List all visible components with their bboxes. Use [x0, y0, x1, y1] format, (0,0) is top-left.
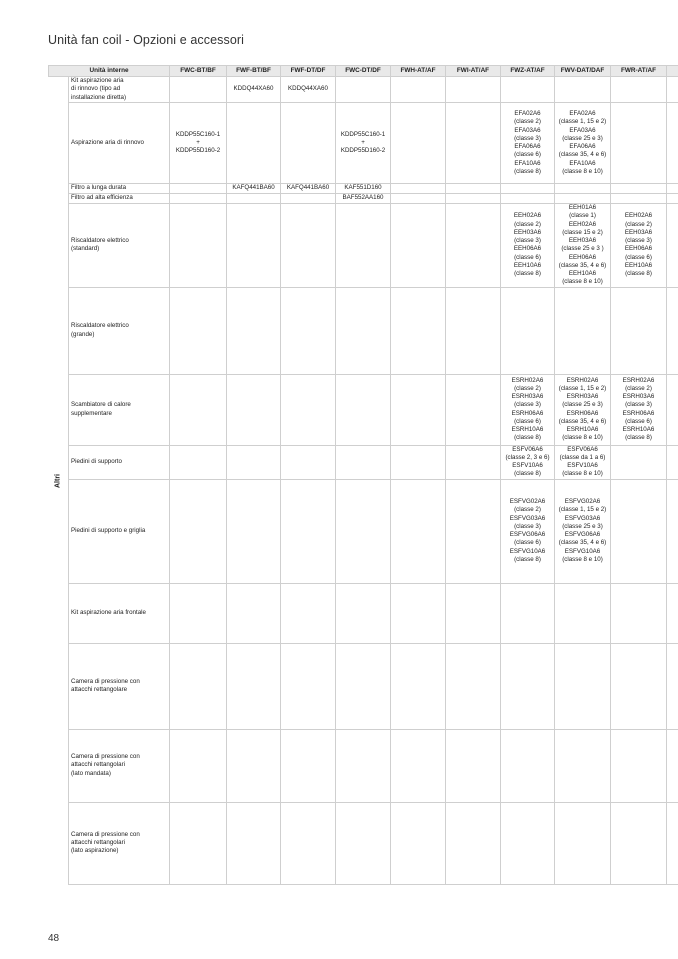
column-header: FWV-DAT/DAF [555, 66, 611, 77]
table-cell [281, 479, 336, 583]
table-cell [611, 287, 667, 374]
table-cell [555, 729, 611, 802]
table-cell [170, 194, 227, 204]
column-header: FWF-DT/DF [281, 66, 336, 77]
table-cell [281, 204, 336, 288]
table-cell [336, 729, 391, 802]
table-cell [227, 479, 281, 583]
table-cell [555, 194, 611, 204]
table-cell [227, 643, 281, 729]
table-cell [170, 77, 227, 103]
table-cell [391, 729, 446, 802]
table-cell [446, 184, 501, 194]
table-cell [446, 583, 501, 643]
table-cell: EEH01A6 (classe 1) EEH02A6 (classe 15 e 2) EEH03A6 (classe 25 e 3 ) EEH06A6 (classe 35, 4 e 6) EEH10A6 (classe 8 e 10) [555, 204, 611, 288]
table-cell-empty [667, 374, 678, 445]
table-cell [555, 643, 611, 729]
row-label-text: Camera di pressione con attacchi rettangolari (lato mandata) [71, 753, 140, 777]
table-cell [281, 287, 336, 374]
corner-header: Unità interne [49, 66, 170, 77]
table-cell [227, 194, 281, 204]
row-label-text: Riscaldatore elettrico (grande) [71, 322, 129, 338]
row-label-text: Riscaldatore elettrico (standard) [71, 237, 129, 253]
row-label [69, 194, 170, 204]
table-cell-empty [667, 445, 678, 479]
table-row [49, 729, 678, 802]
table-cell [501, 643, 555, 729]
table-cell [170, 184, 227, 194]
table-cell [170, 287, 227, 374]
row-label [69, 802, 170, 884]
table-cell-empty [667, 287, 678, 374]
table-cell [227, 583, 281, 643]
table-cell [611, 643, 667, 729]
row-label-text: Kit aspirazione aria frontale [71, 608, 146, 616]
table-cell: ESFVG02A6 (classe 1, 15 e 2) ESFVG03A6 (classe 25 e 3) ESFVG06A6 (classe 35, 4 e 6) ESFVG10A6 (classe 8 e 10) [555, 479, 611, 583]
table-cell [391, 204, 446, 288]
table-row [49, 103, 678, 184]
table-row [49, 194, 678, 204]
table-cell [336, 374, 391, 445]
table-cell [281, 729, 336, 802]
table-cell [611, 445, 667, 479]
row-label [69, 204, 170, 288]
table-cell [336, 287, 391, 374]
table-cell: EFA02A6 (classe 2) EFA03A6 (classe 3) EFA06A6 (classe 6) EFA10A6 (classe 8) [501, 103, 555, 184]
column-header: FWF-BT/BF [227, 66, 281, 77]
table-cell [336, 583, 391, 643]
table-cell [501, 583, 555, 643]
row-label [69, 287, 170, 374]
table-cell [227, 729, 281, 802]
table-cell: BAF552AA160 [336, 194, 391, 204]
table-cell-empty [667, 194, 678, 204]
table-cell: ESFV06A6 (classe da 1 a 6) ESFV10A6 (classe 8 e 10) [555, 445, 611, 479]
table-cell-empty [667, 204, 678, 288]
row-label-text: Aspirazione aria di rinnovo [71, 138, 144, 146]
table-cell [281, 103, 336, 184]
row-label-text: Filtro a lunga durata [71, 184, 127, 192]
table-cell [611, 729, 667, 802]
table-cell [446, 643, 501, 729]
column-header: FWR-AT/AF [611, 66, 667, 77]
table-cell-empty [667, 643, 678, 729]
table-cell: KAFQ441BA60 [281, 184, 336, 194]
table-cell: KAFQ441BA60 [227, 184, 281, 194]
row-label [69, 729, 170, 802]
table-cell [555, 77, 611, 103]
table-cell [501, 729, 555, 802]
table-cell: EEH02A6 (classe 2) EEH03A6 (classe 3) EEH06A6 (classe 6) EEH10A6 (classe 8) [611, 204, 667, 288]
table-row [49, 802, 678, 884]
table-cell: EEH02A6 (classe 2) EEH03A6 (classe 3) EEH06A6 (classe 6) EEH10A6 (classe 8) [501, 204, 555, 288]
table-cell [501, 77, 555, 103]
table-cell [281, 583, 336, 643]
row-label [69, 479, 170, 583]
table-cell: KDDP55C160-1 + KDDP55D160-2 [336, 103, 391, 184]
table-cell [555, 287, 611, 374]
table-cell [501, 184, 555, 194]
table-cell [391, 643, 446, 729]
row-label [69, 103, 170, 184]
table-cell [281, 194, 336, 204]
row-label [69, 643, 170, 729]
row-label [69, 184, 170, 194]
table-cell [170, 204, 227, 288]
table-cell [555, 802, 611, 884]
row-label [69, 77, 170, 103]
table-cell [281, 374, 336, 445]
table-cell [170, 583, 227, 643]
table-cell [446, 103, 501, 184]
table-cell [611, 802, 667, 884]
table-cell [336, 802, 391, 884]
table-cell [391, 287, 446, 374]
table-cell [170, 802, 227, 884]
table-cell [446, 374, 501, 445]
column-header-empty [667, 66, 678, 77]
table-cell [227, 287, 281, 374]
row-label [69, 445, 170, 479]
table-row [49, 77, 678, 103]
table-row [49, 479, 678, 583]
table-cell: ESFV06A6 (classe 2, 3 e 6) ESFV10A6 (classe 8) [501, 445, 555, 479]
table-cell [446, 204, 501, 288]
row-label-text: Camera di pressione con attacchi rettangolari (lato aspirazione) [71, 830, 140, 855]
column-header: FWZ-AT/AF [501, 66, 555, 77]
table-cell-empty [667, 583, 678, 643]
column-header: FWC-DT/DF [336, 66, 391, 77]
table-cell [446, 194, 501, 204]
table-cell [170, 445, 227, 479]
table-cell [227, 802, 281, 884]
table-cell [446, 77, 501, 103]
table-cell [391, 445, 446, 479]
table-cell-empty [667, 77, 678, 103]
table-cell [227, 374, 281, 445]
table-row [49, 583, 678, 643]
table-cell [227, 445, 281, 479]
table-cell [446, 287, 501, 374]
table-row [49, 445, 678, 479]
row-label-text: Kit aspirazione aria di rinnovo (tipo ad installazione diretta) [71, 77, 127, 101]
table-cell [170, 729, 227, 802]
table-cell: KDDP55C160-1 + KDDP55D160-2 [170, 103, 227, 184]
table-cell [611, 184, 667, 194]
table-cell [446, 479, 501, 583]
table-cell [501, 287, 555, 374]
table-row [49, 184, 678, 194]
group-cell [49, 77, 69, 885]
table-cell [170, 479, 227, 583]
table-cell [391, 77, 446, 103]
table-header-row [49, 66, 678, 77]
table-cell [227, 204, 281, 288]
table-cell [281, 445, 336, 479]
table-cell [336, 479, 391, 583]
page-number: 48 [48, 933, 60, 944]
accessories-table [48, 65, 678, 885]
table-cell [611, 583, 667, 643]
table-cell [391, 194, 446, 204]
table-cell [391, 802, 446, 884]
table-cell [391, 374, 446, 445]
table-cell [281, 643, 336, 729]
table-cell [170, 643, 227, 729]
table-cell [446, 802, 501, 884]
column-header: FWI-AT/AF [446, 66, 501, 77]
column-header: FWH-AT/AF [391, 66, 446, 77]
table-cell [227, 103, 281, 184]
column-header: FWC-BT/BF [170, 66, 227, 77]
table-row [49, 374, 678, 445]
table-cell [501, 802, 555, 884]
table-cell [611, 479, 667, 583]
row-label-text: Camera di pressione con attacchi rettangolare [71, 677, 140, 693]
table-cell: ESRH02A6 (classe 2) ESRH03A6 (classe 3) ESRH06A6 (classe 6) ESRH10A6 (classe 8) [611, 374, 667, 445]
table-cell: ESRH02A6 (classe 2) ESRH03A6 (classe 3) ESRH06A6 (classe 6) ESRH10A6 (classe 8) [501, 374, 555, 445]
row-label-text: Filtro ad alta efficienza [71, 194, 133, 202]
table-cell [336, 77, 391, 103]
table-cell [336, 643, 391, 729]
table-cell: KDDQ44XA60 [227, 77, 281, 103]
table-cell: EFA02A6 (classe 1, 15 e 2) EFA03A6 (classe 25 e 3) EFA06A6 (classe 35, 4 e 6) EFA10A6 (classe 8 e 10) [555, 103, 611, 184]
table-row [49, 204, 678, 288]
table-row [49, 287, 678, 374]
table-cell: KAF551D160 [336, 184, 391, 194]
page-title: Unità fan coil - Opzioni e accessori [48, 33, 245, 47]
table-cell [611, 103, 667, 184]
table-cell [170, 374, 227, 445]
row-label [69, 374, 170, 445]
table-cell [391, 103, 446, 184]
table-cell [555, 184, 611, 194]
table-cell-empty [667, 184, 678, 194]
table-cell [281, 802, 336, 884]
table-cell [336, 445, 391, 479]
table-cell [391, 583, 446, 643]
table-cell [336, 204, 391, 288]
table-cell [501, 194, 555, 204]
table-cell [446, 729, 501, 802]
table-cell: ESFVG02A6 (classe 2) ESFVG03A6 (classe 3) ESFVG06A6 (classe 6) ESFVG10A6 (classe 8) [501, 479, 555, 583]
table-body [49, 77, 678, 885]
table-cell: KDDQ44XA60 [281, 77, 336, 103]
table-cell-empty [667, 729, 678, 802]
table-cell [611, 194, 667, 204]
group-label: Altri [54, 473, 62, 488]
row-label-text: Scambiatore di calore supplementare [71, 401, 131, 417]
row-label [69, 583, 170, 643]
row-label-text: Piedini di supporto [71, 457, 122, 465]
table-cell [391, 184, 446, 194]
accessories-table-wrapper [48, 65, 678, 885]
table-cell: ESRH02A6 (classe 1, 15 e 2) ESRH03A6 (classe 25 e 3) ESRH06A6 (classe 35, 4 e 6) ESRH10A6 (classe 8 e 10) [555, 374, 611, 445]
table-cell-empty [667, 802, 678, 884]
table-row [49, 643, 678, 729]
table-cell [446, 445, 501, 479]
table-cell [555, 583, 611, 643]
table-cell-empty [667, 479, 678, 583]
row-label-text: Piedini di supporto e griglia [71, 526, 146, 534]
table-cell [611, 77, 667, 103]
table-cell-empty [667, 103, 678, 184]
table-cell [391, 479, 446, 583]
